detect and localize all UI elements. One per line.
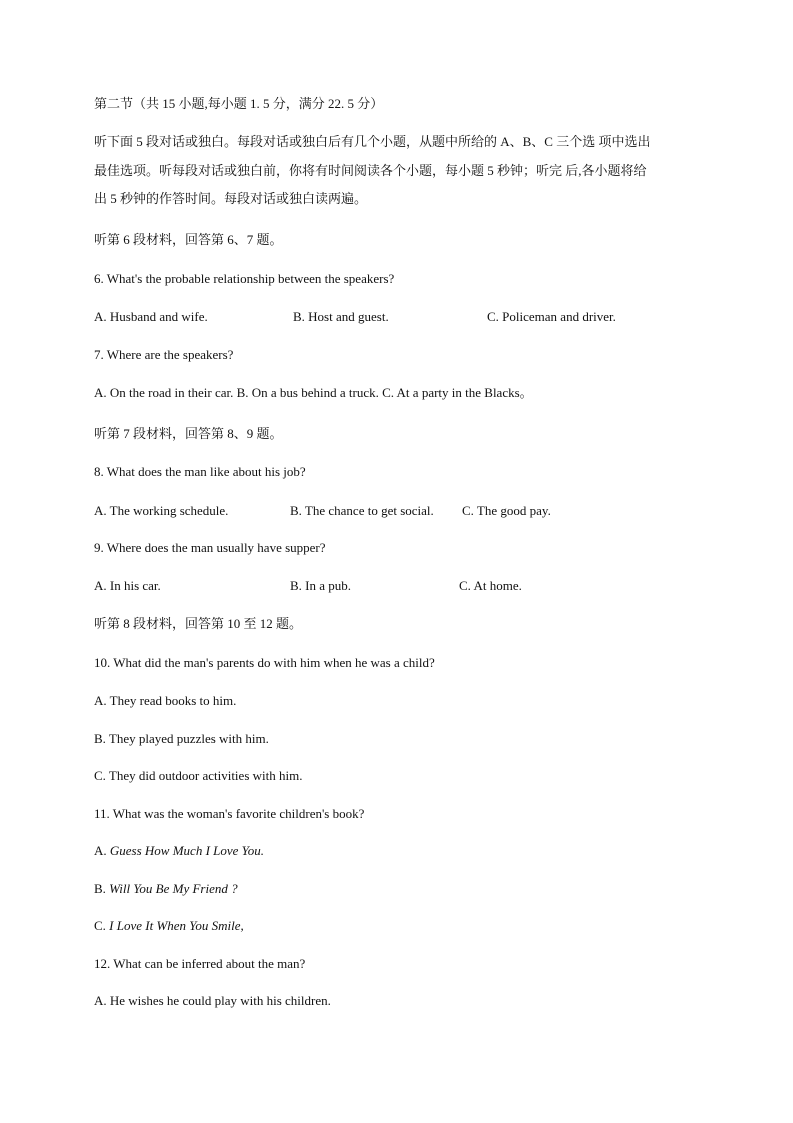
question-10-option-b: B. They played puzzles with him. <box>94 731 269 746</box>
question-10-option-a: A. They read books to him. <box>94 693 237 708</box>
question-9-option-b: B. In a pub. <box>290 578 352 593</box>
book-title: I Love It When You Smile, <box>109 918 244 933</box>
instruction-line-3: 出 5 秒钟的作答时间。每段对话或独白读两遍。 <box>94 191 368 206</box>
question-6-option-b: B. Host and guest. <box>293 309 389 324</box>
question-11-option-b <box>94 881 238 897</box>
question-12-option-a: A. He wishes he could play with his children. <box>94 993 331 1008</box>
book-title: Guess How Much I Love You. <box>109 843 264 858</box>
question-10-option-c: C. They did outdoor activities with him. <box>94 768 303 783</box>
question-8-option-c: C. The good pay. <box>462 503 551 518</box>
segment-8-heading: 听第 8 段材料，回答第 10 至 12 题。 <box>94 616 303 631</box>
question-10: 10. What did the man's parents do with him when he was a child? <box>94 655 435 670</box>
instruction-line-2: 最佳选项。听每段对话或独白前，你将有时间阅读各个小题，每小题 5 秒钟；听完 后,各小题将给 <box>94 163 647 178</box>
book-title: Will You Be My Friend ? <box>109 881 238 896</box>
question-12: 12. What can be inferred about the man? <box>94 956 306 971</box>
question-7: 7. Where are the speakers? <box>94 347 234 362</box>
question-8-option-b: B. The chance to get social. <box>290 503 434 518</box>
question-8: 8. What does the man like about his job? <box>94 464 306 479</box>
instruction-line-1: 听下面 5 段对话或独白。每段对话或独白后有几个小题，从题中所给的 A、B、C 三个选 项中选出 <box>94 134 651 149</box>
question-9-option-c: C. At home. <box>459 578 522 593</box>
option-letter: B. <box>94 881 110 896</box>
segment-7-heading: 听第 7 段材料，回答第 8、9 题。 <box>94 426 283 441</box>
question-8-option-a: A. The working schedule. <box>94 503 229 518</box>
question-11: 11. What was the woman's favorite children's book? <box>94 806 365 821</box>
question-7-options: A. On the road in their car. B. On a bus behind a truck. C. At a party in the Blacks。 <box>94 385 533 400</box>
question-11-option-c <box>94 918 244 934</box>
segment-6-heading: 听第 6 段材料，回答第 6、7 题。 <box>94 232 283 247</box>
question-6-option-a: A. Husband and wife. <box>94 309 208 324</box>
section-title: 第二节（共 15 小题,每小题 1. 5 分，满分 22. 5 分） <box>94 96 384 111</box>
option-letter: A. <box>94 843 110 858</box>
question-6: 6. What's the probable relationship between the speakers? <box>94 271 395 286</box>
question-9-option-a: A. In his car. <box>94 578 161 593</box>
question-11-option-a <box>94 843 264 859</box>
question-6-option-c: C. Policeman and driver. <box>487 309 616 324</box>
question-9: 9. Where does the man usually have supper? <box>94 540 326 555</box>
option-letter: C. <box>94 918 110 933</box>
